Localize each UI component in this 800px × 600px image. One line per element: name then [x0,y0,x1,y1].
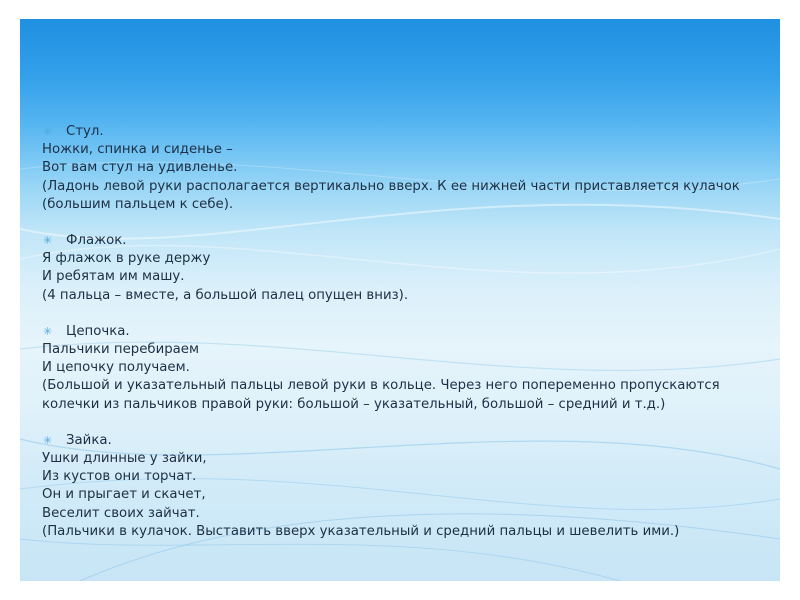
section-title-chair: ✳ Стул. [42,123,772,141]
verse-line: Ножки, спинка и сиденье – [42,142,233,158]
section-spacer [42,305,772,323]
section-title-bunny: ✳ Зайка. [42,432,772,450]
section-title-chain: ✳ Цепочка. [42,323,772,341]
section-title-flag: ✳ Флажок. [42,232,772,250]
verse-line: И ребятам им машу. [42,269,185,285]
instruction-text: (4 пальца – вместе, а большой палец опущен вниз). [42,287,409,303]
section-spacer [42,214,772,232]
verse-line: Я флажок в руке держу [42,251,211,267]
slide [20,19,780,581]
verse-line: Пальчики перебираем [42,342,200,358]
verse-line: Вот вам стул на удивленье. [42,160,238,176]
verse-line: Из кустов они торчат. [42,469,197,485]
asterisk-bullet-icon: ✳ [43,234,53,248]
verse-line: Веселит своих зайчат. [42,505,200,521]
asterisk-bullet-icon: ✳ [43,125,53,138]
verse-line: Ушки длинные у зайки, [42,451,207,467]
section-spacer [42,414,772,432]
slide-content [42,123,772,541]
verse-line: И цепочку получаем. [42,360,190,376]
instruction-text: (Большой и указательный пальцы левой руки в кольце. Через него попеременно пропускаются колечки из пальчиков правой руки: большой – указательный, большой – средний и т.д.) [42,378,720,412]
asterisk-bullet-icon: ✳ [43,324,53,338]
asterisk-bullet-icon: ✳ [43,433,53,447]
instruction-text: (Ладонь левой руки располагается вертикально вверх. К ее нижней части приставляется кулачок (большим пальцем к себе). [42,178,740,212]
verse-line: Он и прыгает и скачет, [42,487,206,503]
instruction-text: (Пальчики в кулачок. Выставить вверх указательный и средний пальцы и шевелить ими.) [42,523,680,539]
